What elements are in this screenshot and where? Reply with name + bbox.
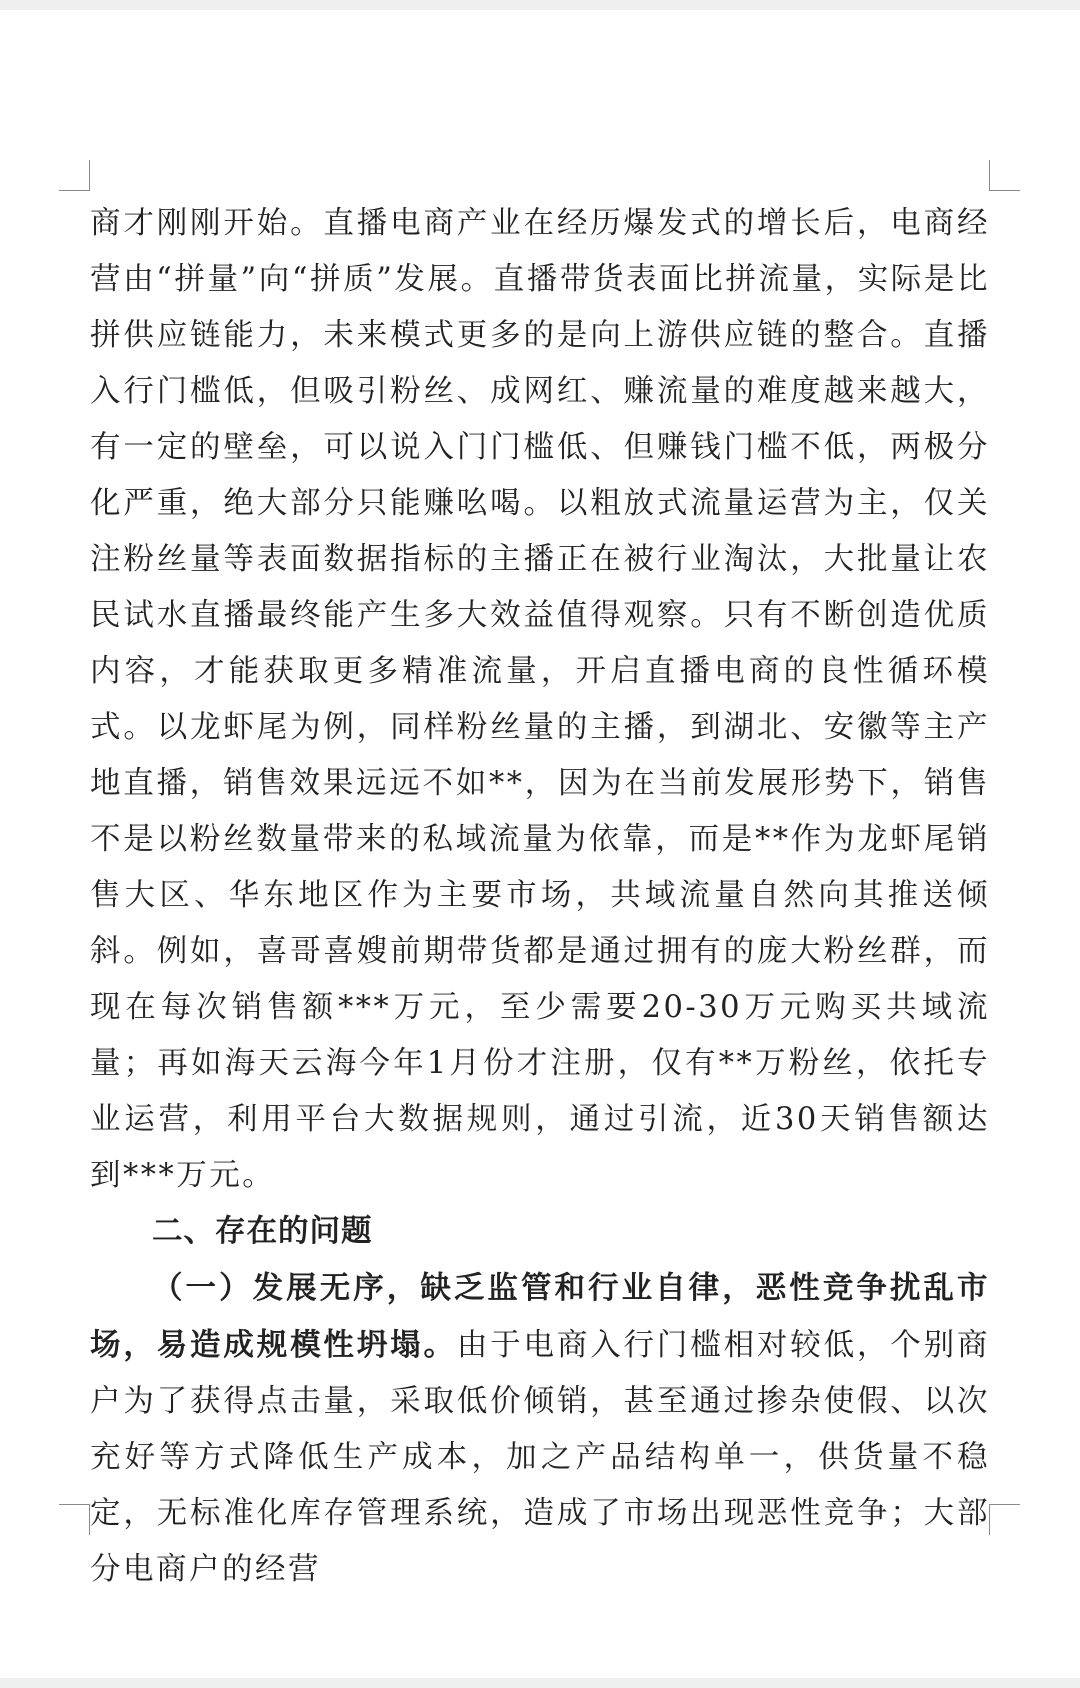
bottom-edge (0, 1678, 1080, 1688)
top-edge (0, 0, 1080, 10)
subsection-paragraph (90, 1260, 990, 1598)
document-body (90, 196, 990, 1598)
subsection-body: 由于电商入行门槛相对较低，个别商户为了获得点击量，采取低价倾销，甚至通过掺杂使假、以次充好等方式降低生产成本，加之产品结构单一，供货量不稳定，无标准化库存管理系统，造成了市场出现恶性竞争；大部分电商户的经营 (90, 1328, 991, 1587)
subsection-lead: （一）发展无序，缺乏监管和行业自律，恶性竞争扰乱市场，易造成规模性坍塌。 (90, 1270, 990, 1363)
crop-mark-bottom-left (59, 1504, 90, 1535)
crop-mark-top-right (989, 160, 1020, 191)
body-paragraph: 商才刚刚开始。直播电商产业在经历爆发式的增长后，电商经营由“拼量”向“拼质”发展。直播带货表面比拼流量，实际是比拼供应链能力，未来模式更多的是向上游供应链的整合。直播入行门槛低，但吸引粉丝、成网红、赚流量的难度越来越大，有一定的壁垒，可以说入门门槛低、但赚钱门槛不低，两极分化严重，绝大部分只能赚吆喝。以粗放式流量运营为主，仅关注粉丝量等表面数据指标的主播正在被行业淘汰，大批量让农民试水直播最终能产生多大效益值得观察。只有不断创造优质内容，才能获取更多精准流量，开启直播电商的良性循环模式。以龙虾尾为例，同样粉丝量的主播，到湖北、安徽等主产地直播，销售效果远远不如**，因为在当前发展形势下，销售不是以粉丝数量带来的私域流量为依靠，而是**作为龙虾尾销售大区、华东地区作为主要市场，共域流量自然向其推送倾斜。例如，喜哥喜嫂前期带货都是通过拥有的庞大粉丝群，而现在每次销售额***万元，至少需要20-30万元购买共域流量；再如海天云海今年1月份才注册，仅有**万粉丝，依托专业运营，利用平台大数据规则，通过引流，近30天销售额达到***万元。 (90, 206, 990, 1193)
section-heading: 二、存在的问题 (152, 1214, 373, 1249)
crop-mark-bottom-right (989, 1504, 1020, 1535)
crop-mark-top-left (59, 160, 90, 191)
